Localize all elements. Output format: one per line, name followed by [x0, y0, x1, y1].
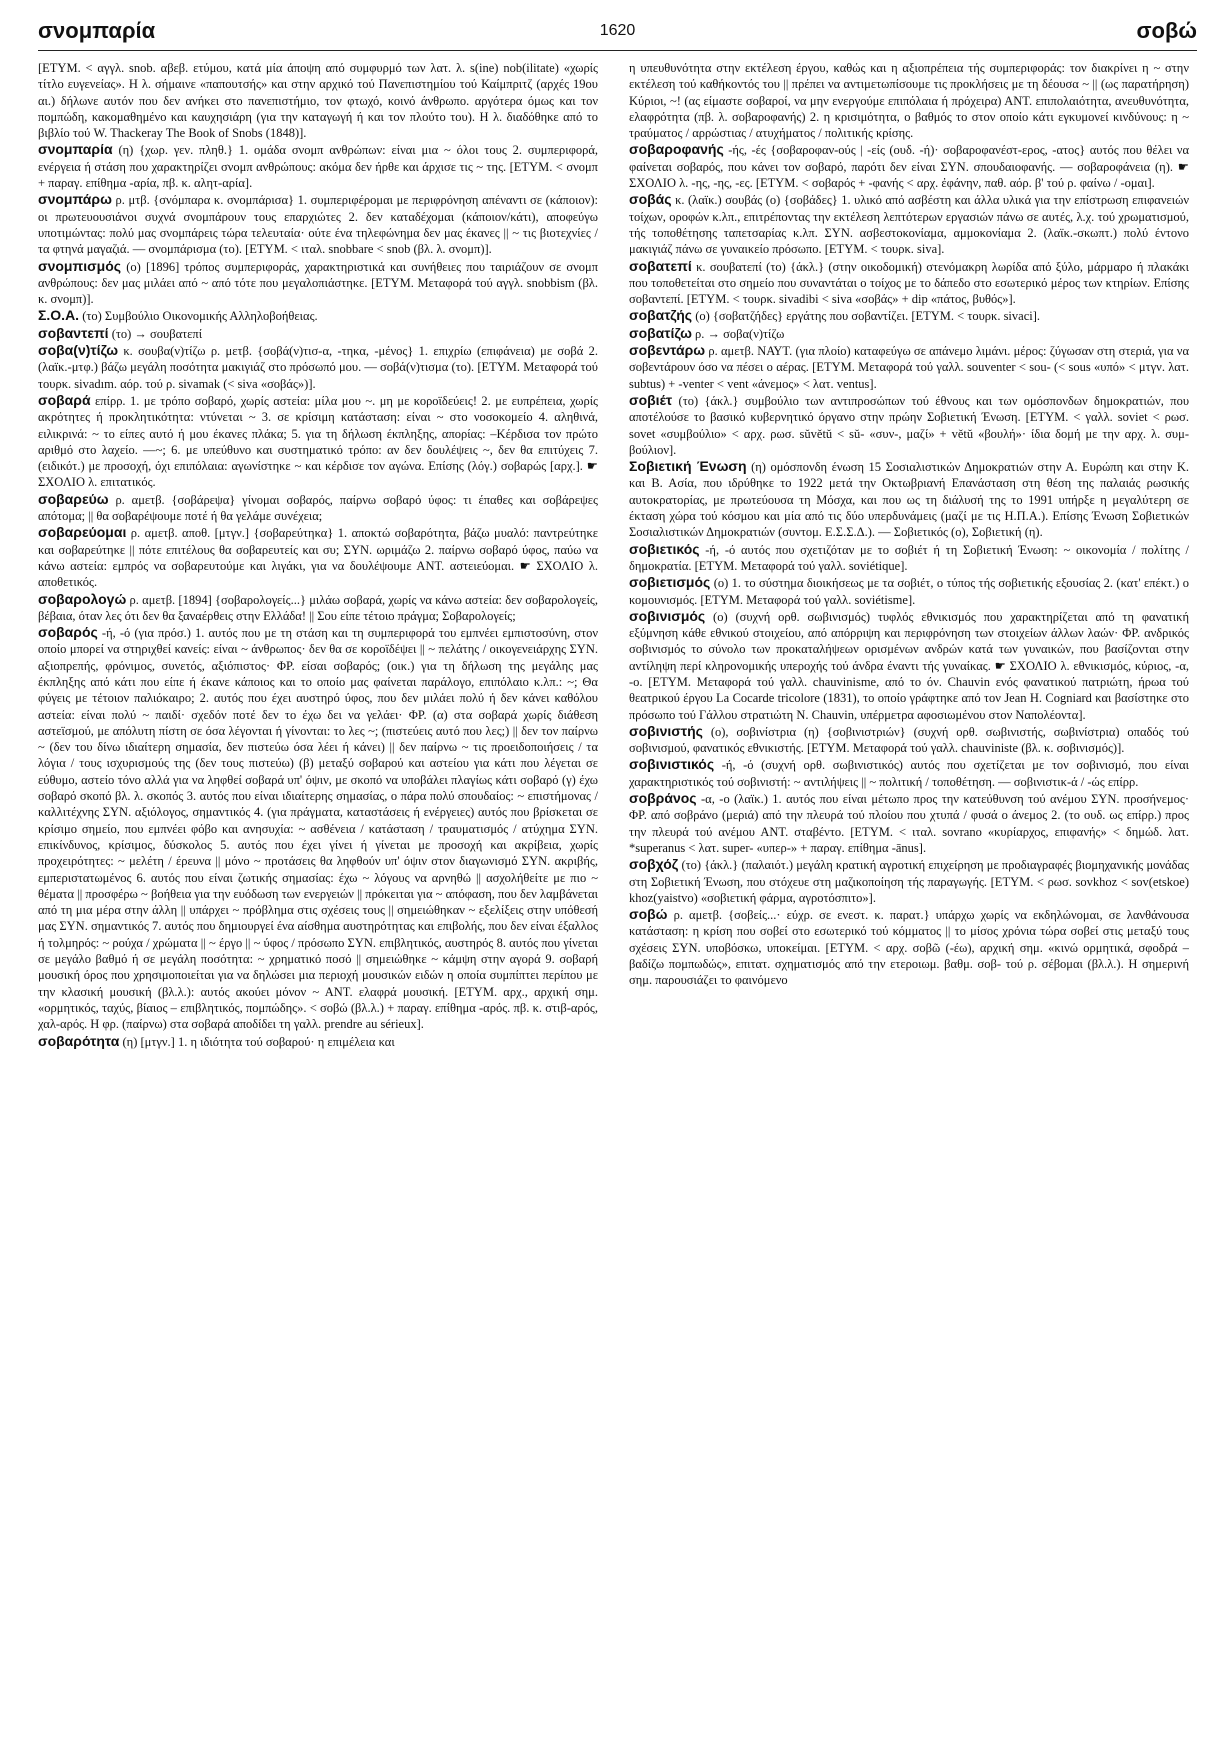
dictionary-entry — [629, 307, 1189, 324]
dictionary-entry — [38, 342, 598, 392]
entry-headword: Σ.Ο.Α. — [38, 307, 80, 324]
entry-definition: -ή, -ό (συχνή ορθ. σωβινιστικός) αυτός που σχετίζεται με τον σοβινισμό, που είναι χαρακτηριστικός τού σοβινιστή: ~ αντιλήψεις || ~ πολιτική / τοποθέτηση. — σοβινιστικ-ά / -ώς επίρρ. — [629, 758, 1189, 789]
entry-definition: -ή, -ό (για πρόσ.) 1. αυτός που με τη στάση και τη συμπεριφορά του εμπνέει εμπιστοσύνη, στον οποίο μπορεί να στηριχθεί κανείς: είναι ~ άνθρωπος· δεν θα σε κοροϊδέψει || ~ πελάτης / οικογενειάρχης ΣΥΝ. αξιοπρεπής, φρόνιμος, συνετός, αξιόπιστος· ΦΡ. είσαι σοβαρός; (οικ.) για τη δήλωση της μεγάλης μας έκπληξης από κάτι που είπε ή έκανε κάποιος και το οποίο μας φαίνεται παράλογο, επιπόλαιο κ.λπ.: ~; Θα φύγεις με τέτοιον παλιόκαιρο; 2. αυτός που έχει αυστηρό ύφος, που δεν μιλάει πολύ ή δεν κάνει καθόλου αστεία: είναι πολύ ~ παιδί· σχεδόν ποτέ δεν το έχω δει να γελάει· ΦΡ. (α) στα σοβαρά χωρίς διάθεση αστεϊσμού, με απόλυτη πίστη σε όσα λέγονται ή γίνονται: το λες ~; (πιστεύεις αυτό που λες;) || δεν τον παίρνω ~ (δεν του δίνω ιδιαίτερη σημασία, δεν πιστεύω όσα λέει ή κάνει) || δεν παίρνω ~ τις προειδοποιήσεις / τα λόγια / τους ισχυρισμούς της (δεν τους πιστεύω) (β) μεταξύ σοβαρού και αστείου για κάτι που λέγεται σε εύθυμο, αστείο τόνο αλλά για να ληφθεί σοβαρά υπ' όψιν, με σκοπό να υποβάλει πλαγίως κάτι σοβαρό (γ) έχω σοβαρό σκοπό βλ. λ. σκοπός 3. αυτός που είναι ιδιαίτερης σημασίας, ο πάρα πολύ σπουδαίος: ~ επιστήμονας / καλλιτέχνης ΣΥΝ. αξιόλογος, σημαντικός 4. (για πράγματα, καταστάσεις ή ενέργειες) αυτός που βρίσκεται σε κρίσιμο σημείο, που εμπνέει φόβο και ανησυχία: ~ ασθένεια / κατάσταση / τραυματισμός / ατύχημα ΣΥΝ. επικίνδυνος, κρίσιμος, δύσκολος 5. αυτός που έχει γίνει ή γίνεται με προσοχή και ακρίβεια, χωρίς προχειρότητες: ~ μελέτη / έρευνα || μόνο ~ προτάσεις θα ληφθούν υπ' όψιν στον διαγωνισμό ΣΥΝ. ακριβής, εμπεριστατωμένος 6. αυτός που είναι ζωτικής σημασίας: έχω ~ λόγους να αρνηθώ || ασχολήθείτε με πιο ~ θέματα || προσφέρω ~ βοήθεια για την ευόδωση των ενεργειών || πρόκειται για ~ απόφαση, που δεν λαμβάνεται από τη μια μέρα στην άλλη || υπάρχει ~ πρόβλημα στις σχέσεις τους || σημειώθηκαν ~ εξελίξεις στην υπόθεσή μας ΣΥΝ. σημαντικός 7. αυτός που δημιουργεί ένα αίσθημα αυστηρότητας και επιβολής, που δεν είναι έξαλλος ή τολμηρός: ~ ρούχα / χρώματα || ~ έργο || ~ ύφος / πρόσωπο ΣΥΝ. επιβλητικός, αυστηρός 8. αυτός που γίνεται σε μεγάλο βαθμό ή σε μεγάλη ποσότητα: ~ χρηματικό ποσό || σημειώθηκε ~ κάμψη στην αγορά 9. σοβαρή μουσική όρος που χρησιμοποιείται για να δηλώσει μια περιοχή μουσικών ειδών η οποία συμπίπτει περίπου με την κλασική μουσική (βλ.λ.): αυτός ακούει μόνον ~ ΑΝΤ. ελαφρά μουσική. [ΕΤΥΜ. αρχ., αρχική σημ. «ορμητικός, ταχύς, βίαιος – επιβλητικός, πομπώδης». < σοβώ (βλ.λ.) + παραγ. επίθημα -αρός. πβ. κ. στιβ-αρός, χαλ-αρός. Η φρ. (παίρνω) στα σοβαρά αποδίδει τη γαλλ. prendre au sérieux]. — [38, 626, 598, 1032]
left-column — [38, 60, 598, 1730]
entry-headword: σνομπάρω — [38, 191, 112, 208]
entry-headword: σοβεντάρω — [629, 342, 706, 359]
entry-headword: σοβαροφανής — [629, 141, 724, 158]
dictionary-entry — [629, 191, 1189, 257]
entry-headword: σοβινισμός — [629, 607, 706, 624]
entry-headword: σοβαρότητα — [38, 1032, 120, 1049]
entry-definition: επίρρ. 1. με τρόπο σοβαρό, χωρίς αστεία: μίλα μου ~. μη με κοροϊδεύεις! 2. με ευπρέπεια, χωρίς ακρότητες ή προκλητικότητα: ντύνεται ~ 3. σε κρίσιμη κατάσταση: είναι ~ στο νοσοκομείο 4. αληθινά, ειλικρινά: ~ το είπες αυτό ή μου έκανες πλάκα; 5. για τη δήλωση έκπληξης, απορίας: –Κέρδισα τον πρώτο αριθμό στο λαχείο. —~; 6. με υπεύθυνο και συστηματικό τρόπο: αν δεν δουλέψεις ~, δεν θα επιτύχεις 7. (ειδικότ.) με προσοχή, όχι επιπόλαια: αγωνίστηκε ~ και κέρδισε τον αγώνα. Επίσης (λόγ.) σοβαρώς [αρχ.]. ☛ ΣΧΟΛΙΟ λ. επιτατικός. — [38, 393, 598, 490]
entry-headword: σοβατίζω — [629, 324, 692, 341]
entry-definition: (ο), σοβινίστρια (η) {σοβινιστριών} (συχνή ορθ. σωβινιστής, σωβινίστρια) οπαδός τού σοβινισμού, φανατικός εθνικιστής. [ΕΤΥΜ. Μεταφορά τού γαλλ. chauviniste (βλ. κ. σοβινισμός)]. — [629, 724, 1189, 756]
dictionary-entry — [38, 1033, 598, 1050]
entry-definition: ρ. αμετβ. [1894] {σοβαρολογείς...} μιλάω σοβαρά, χωρίς να κάνω αστεία: δεν σοβαρολογείς, βέβαια, όταν λες ότι δεν θα ξαναέρθεις στην Ελλάδα! || Σου είπε τέτοιο πράγμα; Σοβαρολογείς; — [38, 592, 598, 623]
dictionary-entry — [629, 458, 1189, 540]
entry-definition: (η) ομόσπονδη ένωση 15 Σοσιαλιστικών Δημοκρατιών στην Α. Ευρώπη και στην Κ. και Β. Ασία, που ιδρύθηκε το 1922 μετά την Οκτωβριανή Επανάσταση στη θέση της παλαιάς ρωσικής αυτοκρατορίας, με πρωτεύουσα τη Μόσχα, και που ως τη διάλυσή της το 1991 υπήρξε η μεγαλύτερη σε έκταση χώρα τού κόσμου και μία από τις δύο υπερδυνάμεις (μαζί με τις Η.Π.Α.). Επίσης Ένωση Σοβιετικών Σοσιαλιστικών Δημοκρατιών (συντομ. Ε.Σ.Σ.Δ.). — Σοβιετικός (ο), Σοβιετική (η). — [629, 460, 1189, 540]
dictionary-entry — [629, 574, 1189, 608]
dictionary-entry — [38, 60, 598, 141]
entry-definition: κ. σουβα(ν)τίζω ρ. μετβ. {σοβά(ν)τισ-α, -τηκα, -μένος} 1. επιχρίω (επιφάνεια) με σοβά 2. (λαϊκ.-μτφ.) βάζω μεγάλη ποσότητα μακιγιάζ στο πρόσωπό μου. — σοβά(ν)τισμα (το). [ΕΤΥΜ. Μεταφορά τού τουρκ. sivadım. αόρ. τού ρ. sivamak (< siva «σοβάς»)]. — [38, 344, 598, 391]
dictionary-entry — [629, 258, 1189, 308]
entry-headword: σοβάς — [629, 191, 672, 208]
entry-definition: (η) [μτγν.] 1. η ιδιότητα τού σοβαρού· η επιμέλεια και — [122, 1034, 395, 1049]
entry-definition: κ. (λαϊκ.) σουβάς (ο) {σοβάδες} 1. υλικό από ασβέστη και άλλα υλικά για την επίστρωση επιφανειών τοίχων, οροφών κ.λπ., επιτρέποντας την εκτέλεση λεπτότερων εργασιών πάνω σε αυτές, λ.χ. τού χρωματισμού, τής τοποθέτησης ταπετσαρίας κ.λπ. ΣΥΝ. ασβεστοκονίαμα, αμμοκονίαμα 2. (λαϊκ.-σκωπτ.) πολύ έντονο μακιγιάζ πάνω σε γυναικείο πρόσωπο. [ΕΤΥΜ. < τουρκ. siva]. — [629, 193, 1189, 257]
entry-definition: (το) Συμβούλιο Οικονομικής Αλληλοβοήθειας. — [82, 309, 318, 324]
entry-definition: κ. σουβατεπί (το) {άκλ.} (στην οικοδομική) στενόμακρη λωρίδα από ξύλο, μάρμαρο ή πλακάκι που τοποθετείται στο σημείο που συναντάται ο τοίχος με το δάπεδο στο εσωτερικό μέρος των κτηρίων. Επίσης σοβαντεπί. [ΕΤΥΜ. < τουρκ. sivadibi < siva «σοβάς» + dip «πάτος, βυθός»]. — [629, 259, 1189, 307]
entry-headword: σοβιετισμός — [629, 574, 711, 591]
entry-definition: η υπευθυνότητα στην εκτέλεση έργου, καθώς και η αξιοπρέπεια τής συμπεριφοράς: τον διακρίνει η ~ στην εκτέλεση τού καθήκοντός του || πρέπει να αντιμετωπίσουμε τις προκλήσεις με τη δέουσα ~ || (ως παρατήρηση) Κύριοι, ~! (ας είμαστε σοβαροί, να μην ενεργούμε επιπόλαια ή πρόχειρα) ΑΝΤ. επιπολαιότητα, ανευθυνότητα, ελαφρότητα (πβ. λ. σοβαροφανής) 2. η κρισιμότητα, ο βαθμός το στον οποίο κάτι εγκυμονεί κινδύνους: η ~ τραύματος / αρρώστιας / ατυχήματος / πολιτικής κρίσης. — [629, 61, 1189, 141]
entry-headword: σοβινιστής — [629, 722, 703, 739]
entry-definition: ρ. αμετβ. αποθ. [μτγν.] {σοβαρεύτηκα} 1. αποκτώ σοβαρότητα, βάζω μυαλό: παντρεύτηκε και σοβαρεύτηκε || πότε επιτέλους θα σοβαρευτείς και συ; ΣΥΝ. ωριμάζω 2. παίρνω σοβαρό ύφος, παύω να κάνω αστεία: εμπρός να σοβαρευτούμε και λιγάκι, για να δουλέψουμε ΑΝΤ. αστειεύομαι. ☛ ΣΧΟΛΙΟ λ. αποθετικός. — [38, 526, 598, 590]
entry-headword: σοβαρεύομαι — [38, 524, 127, 541]
entry-definition: (ο) {σοβατζήδες} εργάτης που σοβαντίζει. [ΕΤΥΜ. < τουρκ. sivaci]. — [695, 309, 1041, 324]
right-column — [629, 60, 1189, 1730]
entry-definition: (η) {χωρ. γεν. πληθ.} 1. ομάδα σνομπ ανθρώπων: είναι μια ~ όλοι τους 2. συμπεριφορά, ενέργεια ή στάση που χαρακτηρίζει σνομπ ανθρώπους: ακόμα δεν ήρθε και άρχισε τις ~ της. [ΕΤΥΜ. < σνομπ + παραγ. επίθημα -αρία, πβ. κ. αλητ-αρία]. — [38, 143, 598, 191]
dictionary-entry — [38, 258, 598, 308]
dictionary-entry — [629, 392, 1189, 458]
left-guide-word: σνομπαρία — [38, 18, 156, 43]
entry-headword: σοβαρά — [38, 391, 91, 408]
dictionary-entry — [38, 491, 598, 525]
page-number: 1620 — [599, 22, 636, 39]
dictionary-entry — [38, 141, 598, 191]
entry-headword: σοβαντεπί — [38, 324, 109, 341]
dictionary-entry — [38, 191, 598, 257]
entry-headword: σνομπισμός — [38, 257, 122, 274]
dictionary-entry — [629, 141, 1189, 191]
header-rule — [38, 50, 1197, 51]
dictionary-entry — [38, 325, 598, 342]
dictionary-entry — [629, 342, 1189, 392]
entry-headword: σοβατζής — [629, 307, 693, 324]
dictionary-entry — [629, 756, 1189, 790]
entry-headword: σοβα(ν)τίζω — [38, 342, 119, 359]
entry-definition: ρ. μτβ. {σνόμπαρα κ. σνομπάρισα} 1. συμπεριφέρομαι με περιφρόνηση απέναντι σε (κάποιον): οι πρωτευουσιάνοι συχνά σνομπάρουν τους επαρχιώτες 2. δεν καταδέχομαι (κάποιον/κάτι), αποφεύγω υποτιμώντας: πολύ μας σνομπάρεις τώρα τελευταία· ούτε ένα τηλεφώνημα δεν μας έκανες || ~ τις βιοτεχνίες / τα φτηνά μαγαζιά. — σνομπάρισμα (το). [ΕΤΥΜ. < ιταλ. snobbare < snob (βλ. λ. σνομπ)]. — [38, 193, 598, 257]
dictionary-entry — [629, 856, 1189, 906]
entry-definition: -ής, -ές {σοβαροφαν-ούς | -είς (ουδ. -ή)· σοβαροφανέστ-ερος, -ατος} αυτός που θέλει να φαίνεται σοβαρός, που κάνει τον σοβαρό, παρότι δεν είναι ΣΥΝ. σπουδαιοφανής. — σοβαροφάνεια (η). ☛ ΣΧΟΛΙΟ λ. -ης, -ης, -ες. [ΕΤΥΜ. < σοβαρός + -φανής < αρχ. ἐφάνην, παθ. αόρ. β' τού ρ. φαίνω / -ομαι]. — [629, 143, 1189, 191]
entry-headword: σνομπαρία — [38, 141, 113, 158]
dictionary-entry — [629, 541, 1189, 575]
entry-headword: σοβαρός — [38, 624, 98, 641]
entry-headword: Σοβιετική Ένωση — [629, 458, 747, 475]
entry-definition: ρ. αμετβ. {σοβείς...· εύχρ. σε ενεστ. κ. παρατ.} υπάρχω χωρίς να εκδηλώνομαι, σε λανθάνουσα κατάσταση: η κρίση που σοβεί στο εσωτερικό τού κόμματος || το μίσος χρόνια τώρα σοβεί στις μεταξύ τους σχέσεις ΣΥΝ. υποβόσκω, υποκείμαι. [ΕΤΥΜ. < αρχ. σοβῶ (-έω), αρχική σημ. «κινώ ορμητικά, σφοδρά – βαδίζω πομπωδώς», επιτατ. σχηματισμός από την ετεροιωμ. βαθμ. σοβ- τού ρ. σέβομαι (βλ.λ.). Η σημερινή σημ. παρουσιάζει το φαινόμενο — [629, 908, 1189, 988]
entry-headword: σοβιετικός — [629, 540, 700, 557]
entry-definition: (ο) (συχνή ορθ. σωβινισμός) τυφλός εθνικισμός που χαρακτηρίζεται από τη φανατική εξύμνηση κάθε εθνικού στοιχείου, από απόρριψη και περιφρόνηση των στοιχείων άλλων λαών· ΦΡ. ανδρικός σοβινισμός το σύνολο των προκαταλήψεων ορισμένων ανδρών κατά των γυναικών, που βασίζονται στην αντίληψη περί κληρονομικής υπεροχής τού άνδρα έναντι τής γυναίκας. ☛ ΣΧΟΛΙΟ λ. εθνικισμός, κύριος, -α, -ο. [ΕΤΥΜ. Μεταφορά τού γαλλ. chauvinisme, από το όν. Chauvin ενός φανατικού πατριώτη, ήρωα τού θεατρικού έργου La Cocarde tricolore (1831), το οποίο γράφτηκε από τον Jean H. Cogniard και βασίστηκε στο πρόσωπο τού Γάλλου στρατιώτη N. Chauvin, υπέρμετρα αφοσιωμένου στον Ναπολέοντα]. — [629, 609, 1189, 722]
entry-definition: ρ. αμετβ. ΝΑΥΤ. (για πλοίο) καταφεύγω σε απάνεμο λιμάνι. μέρος: ζύγωσαν στη στεριά, για να σοβεντάρουν όσο να πέσει ο αέρας. [ΕΤΥΜ. Μεταφορά τού γαλλ. souventer < sou- (< sous «υπό» < μτγν. λατ. subtus) + -venter < vent «άνεμος» < λατ. ventus]. — [629, 344, 1189, 391]
entry-definition: (το) {άκλ.} (παλαιότ.) μεγάλη κρατική αγροτική επιχείρηση με προδιαγραφές βιομηχανικής μονάδας στη Σοβιετική Ένωση, που στόχευε στη μαζικοποίηση τής παραγωγής. [ΕΤΥΜ. < ρωσ. sovkhoz < sov(etskoe) khoz(yaistvo) «σοβιετική φάρμα, αγροτόσπιτο»]. — [629, 858, 1189, 905]
entry-definition: (ο) [1896] τρόπος συμπεριφοράς, χαρακτηριστικά και συνήθειες που ταιριάζουν σε σνομπ ανθρώπους: δεν μας μιλάει από ~ από τότε που μεγαλοπιάστηκε. [ΕΤΥΜ. Μεταφορά τού αγγλ. snobbism (βλ. κ. σνομπ)]. — [38, 259, 598, 307]
dictionary-entry — [629, 906, 1189, 988]
dictionary-entry — [629, 723, 1189, 757]
dictionary-entry — [38, 307, 598, 324]
entry-definition: (ο) 1. το σύστημα διοικήσεως με τα σοβιέτ, ο τύπος τής σοβιετικής εξουσίας 2. (κατ' επέκτ.) ο κομουνισμός. [ΕΤΥΜ. Μεταφορά τού γαλλ. soviétisme]. — [629, 576, 1189, 607]
entry-definition: (το) {άκλ.} συμβούλιο των αντιπροσώπων τού έθνους και των ομόσπονδων δημοκρατιών, που αποτέλούσε το βασικό κυβερνητικό όργανο στην πρώην Σοβιετική Ένωση. [ΕΤΥΜ. < γαλλ. soviet < ρωσ. sovet «συμβούλιο» < αρχ. ρωσ. sŭvětŭ < sŭ- «συν-, μαζί» + větŭ «βουλή»· ίδια δομή με την αρχ. λ. συμ-βούλιον]. — [629, 393, 1189, 457]
entry-definition: (το) → σουβατεπί — [111, 326, 203, 341]
page-header — [38, 18, 1197, 52]
entry-headword: σοβαρεύω — [38, 490, 109, 507]
entry-headword: σοβχόζ — [629, 856, 679, 873]
dictionary-entry — [629, 790, 1189, 856]
entry-headword: σοβράνος — [629, 790, 697, 807]
dictionary-entry — [629, 60, 1189, 141]
dictionary-entry — [38, 624, 598, 1032]
entry-definition: ρ. αμετβ. {σοβάρεψα} γίνομαι σοβαρός, παίρνω σοβαρό ύφος: τι έπαθες και σοβάρεψες απότομα; || θα σοβαρέψουμε ποτέ ή θα γελάμε συνέχεια; — [38, 492, 598, 524]
entry-definition: [ΕΤΥΜ. < αγγλ. snob. αβεβ. ετύμου, κατά μία άποψη από συμφυρμό των λατ. λ. s(ine) nob(ilitate) «χωρίς τίτλο ευγενείας». Η λ. σήμαινε «παπουτσής» και στην αρχικό τού Πανεπιστημίου τού Καίμπριτζ (αρχές 19ου αι.) δήλωνε αυτόν που δεν ανήκει στο πανεπιστήμιο, τον φτωχό, κοινό άνθρωπο. αργότερα όμως και τον πομπώδη, κακομαθημένο και καυχησιάρη (για την καταγωγή ή και τον πλούτο του). Η λ. διαδόθηκε από το βιβλίο τού W. Thackeray The Book of Snobs (1848)]. — [38, 61, 598, 141]
entry-headword: σοβιέτ — [629, 391, 673, 408]
entry-headword: σοβώ — [629, 906, 668, 923]
dictionary-entry — [38, 392, 598, 491]
dictionary-entry — [629, 608, 1189, 723]
dictionary-entry — [629, 325, 1189, 342]
entry-headword: σοβινιστικός — [629, 756, 715, 773]
dictionary-entry — [38, 591, 598, 625]
dictionary-entry — [38, 524, 598, 590]
entry-definition: ρ. → σοβα(ν)τίζω — [695, 326, 785, 341]
right-guide-word: σοβώ — [1136, 18, 1197, 43]
entry-definition: -ή, -ό αυτός που σχετιζόταν με το σοβιέτ ή τη Σοβιετική Ένωση: ~ οικονομία / πολίτης / δημοκρατία. [ΕΤΥΜ. Μεταφορά τού γαλλ. soviétique]. — [629, 542, 1189, 573]
entry-definition: -α, -ο (λαϊκ.) 1. αυτός που είναι μέτωπο προς την κατεύθυνση τού ανέμου ΣΥΝ. προσήνεμος· ΦΡ. από σοβράνο (μεριά) από την πλευρά τού πλοίου που χτυπά / φυσά ο άνεμος 2. (το ουδ. ως επίρρ.) προς την πλευρά τού ανέμου ΑΝΤ. σταβέντο. [ΕΤΥΜ. < ιταλ. sovrano «κυρίαρχος, επιφανής» < δημώδ. λατ. *superanus < λατ. super- «υπερ-» + παραγ. επίθημα -ānus]. — [629, 792, 1189, 855]
entry-headword: σοβαρολογώ — [38, 590, 127, 607]
entry-headword: σοβατεπί — [629, 257, 692, 274]
